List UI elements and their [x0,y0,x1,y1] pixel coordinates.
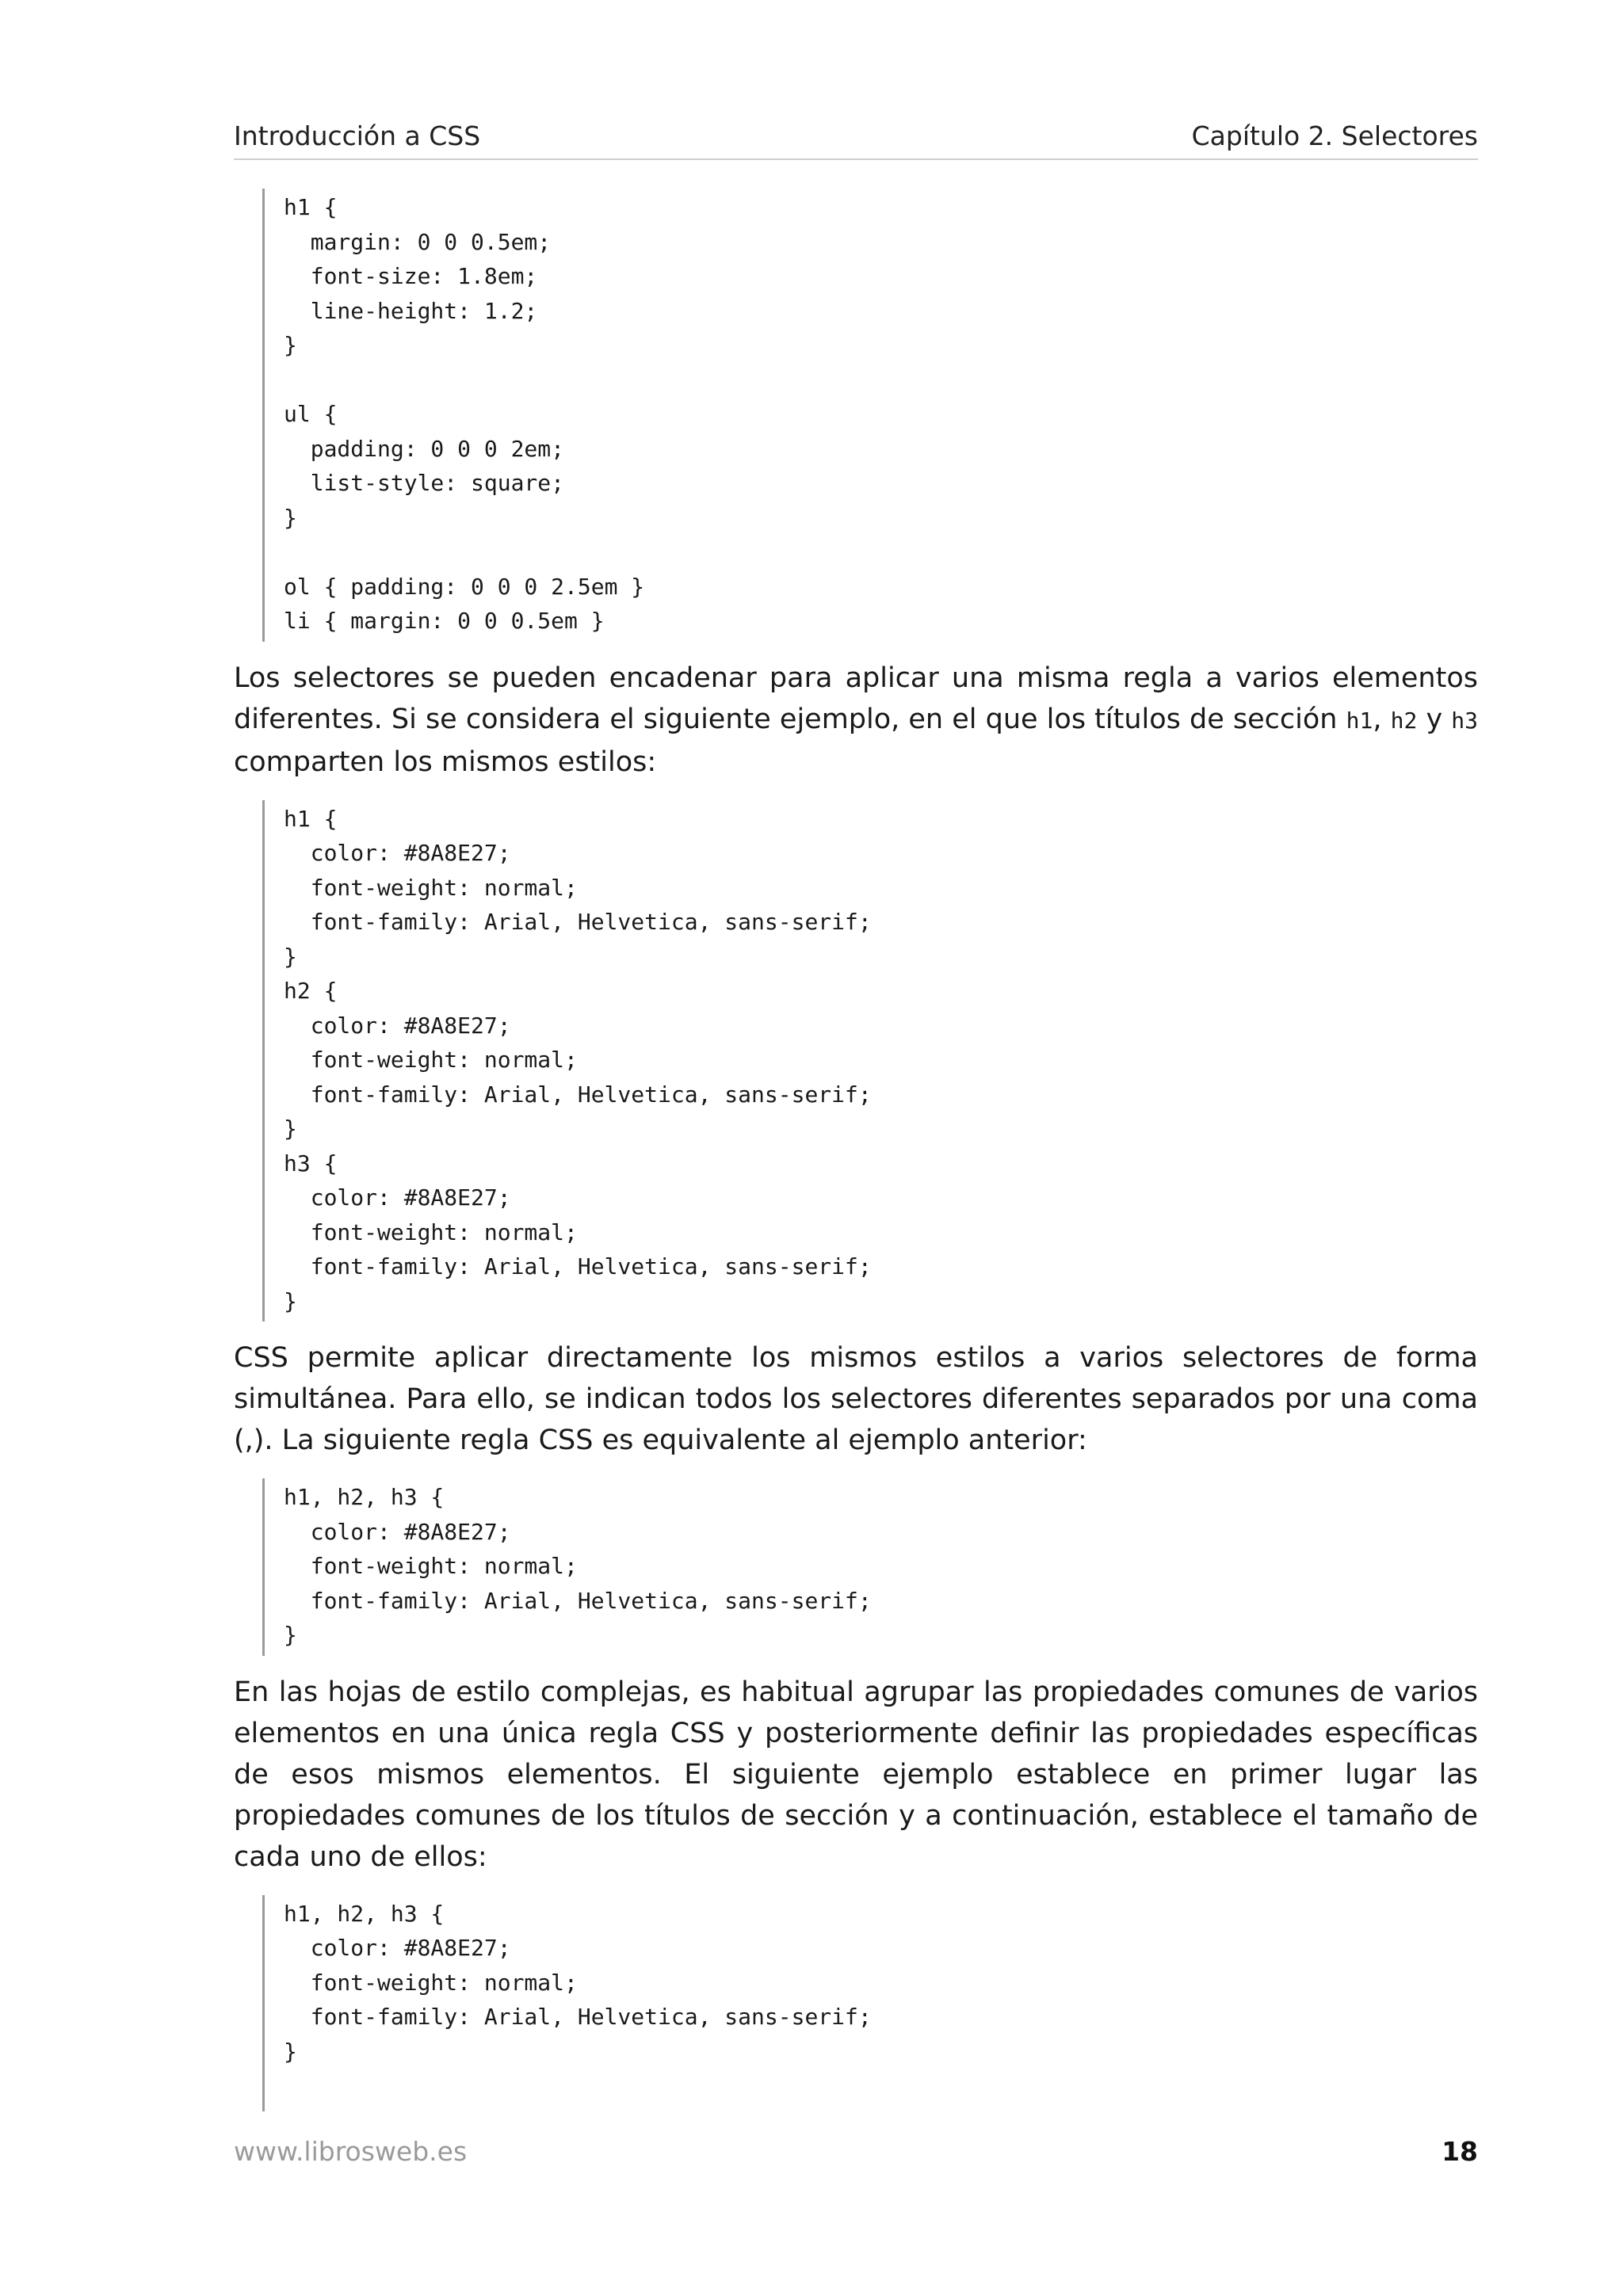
code-block-4-continuation [262,2072,1478,2111]
code-block-4: h1, h2, h3 { color: #8A8E27; font-weight: normal; font-family: Arial, Helvetica, sans-serif; } [262,1895,1478,2073]
page-footer [234,2136,1478,2174]
paragraph-1 [234,658,1478,783]
paragraph-2: CSS permite aplicar directamente los mismos estilos a varios selectores de forma simultánea. Para ello, se indican todos los selectores diferentes separados por una coma (,). La siguiente regla CSS es equivalente al ejemplo anterior: [234,1342,1478,1456]
code-block-1: h1 { margin: 0 0 0.5em; font-size: 1.8em; line-height: 1.2; } ul { padding: 0 0 0 2em; list-style: square; } ol { padding: 0 0 0 2.5em } li { margin: 0 0 0.5em } [262,189,1478,642]
running-header [234,117,1478,160]
code-block-3: h1, h2, h3 { color: #8A8E27; font-weight: normal; font-family: Arial, Helvetica, sans-serif; } [262,1478,1478,1656]
book-title: Introducción a CSS [234,120,481,151]
paragraph-1-text-before: Los selectores se pueden encadenar para aplicar una misma regla a varios elementos diferentes. Si se considera el siguiente ejemplo, en el que los títulos de sección [234,662,1478,735]
inline-code-h1: h1 [1346,707,1373,734]
chapter-title: Capítulo 2. Selectores [1191,120,1478,151]
code-block-2: h1 { color: #8A8E27; font-weight: normal; font-family: Arial, Helvetica, sans-serif; } h2 { color: #8A8E27; font-weight: normal; font-family: Arial, Helvetica, sans-serif; } h3 { color: #8A8E27; font-weight: normal; font-family: Arial, Helvetica, sans-serif; } [262,800,1478,1322]
paragraph-1-text-after: comparten los mismos estilos: [234,746,657,778]
website-url: www.librosweb.es [234,2136,468,2167]
paragraph-3: En las hojas de estilo complejas, es habitual agrupar las propiedades comunes de varios elementos en una única regla CSS y posteriormente definir las propiedades específicas de esos mismos elementos. El siguiente ejemplo establece en primer lugar las propiedades comunes de los títulos de sección y a continuación, establece el tamaño de cada uno de ellos: [234,1676,1478,1873]
inline-code-h2: h2 [1390,707,1418,734]
page [234,0,1478,2296]
paragraph-1-sep-1: , [1373,703,1391,735]
page-number: 18 [1442,2136,1478,2167]
paragraph-1-sep-2: y [1417,703,1452,735]
page-content [234,189,1478,2111]
inline-code-h3: h3 [1451,707,1478,734]
